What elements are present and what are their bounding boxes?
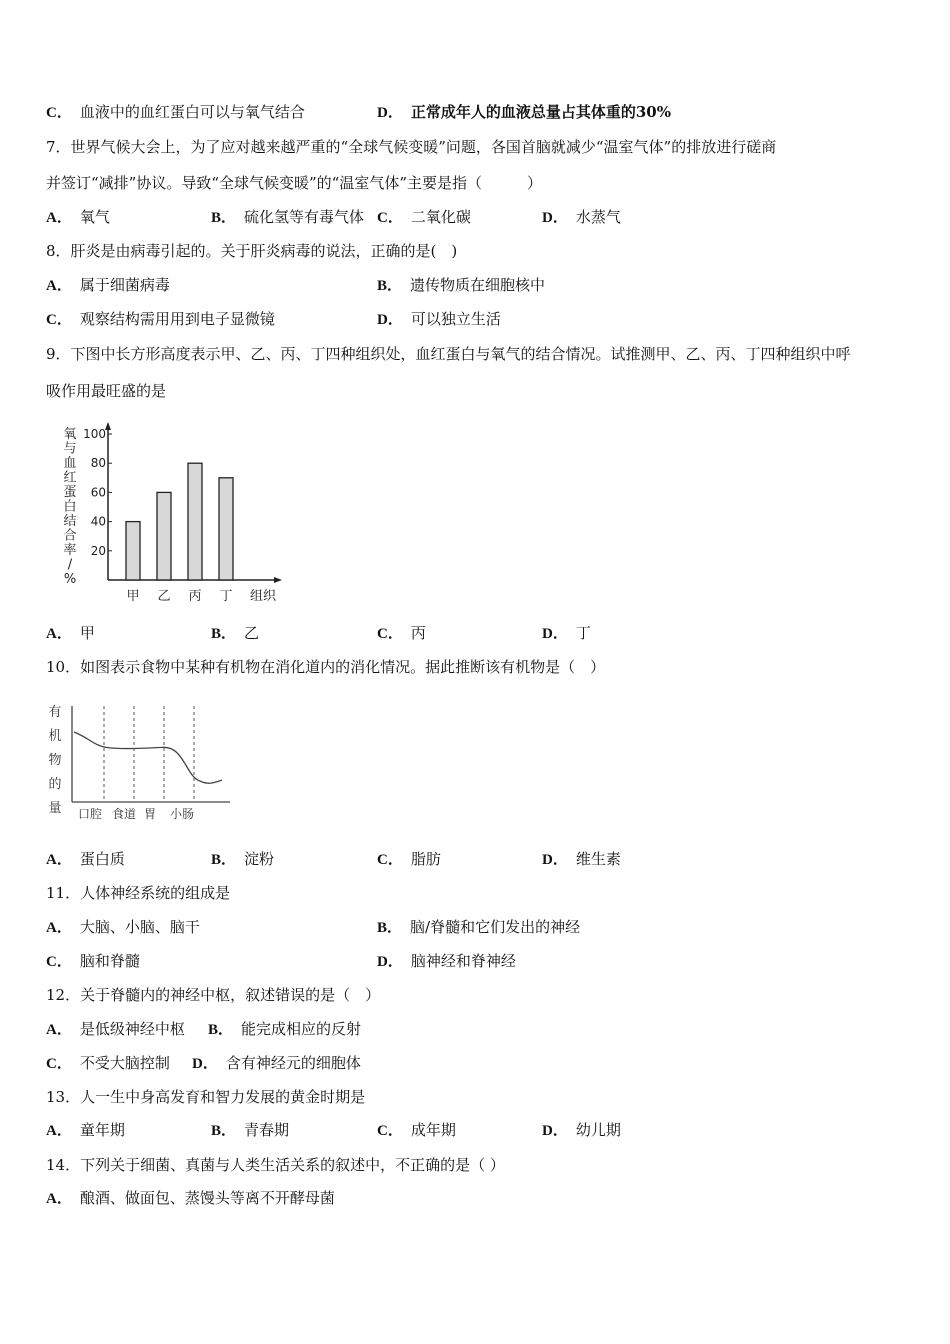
q9-option-b <box>211 623 259 644</box>
option-label: B． <box>377 920 403 936</box>
option-text: 水蒸气 <box>575 208 621 226</box>
y-label-char: 的 <box>48 777 62 792</box>
option-label: D． <box>377 312 403 328</box>
bar <box>188 463 202 580</box>
option-label: A． <box>46 626 72 642</box>
y-tick-label: 40 <box>90 514 106 529</box>
option-text: 遗传物质在细胞核中 <box>410 276 546 294</box>
q12-option-b <box>208 1019 361 1040</box>
option-label: B． <box>211 626 237 642</box>
option-label: A． <box>46 1022 72 1038</box>
bar <box>219 478 233 580</box>
option-label: B． <box>377 278 403 294</box>
x-axis-label: 组织 <box>250 589 277 604</box>
y-label-char: 率 <box>63 543 77 558</box>
option-text: 丙 <box>410 624 426 642</box>
option-text: 青春期 <box>244 1121 290 1139</box>
q12-option-a <box>46 1019 185 1040</box>
option-label: D． <box>192 1056 218 1072</box>
q11-option-a <box>46 917 200 938</box>
y-label-char: 氧 <box>63 427 77 442</box>
option-text: 脑神经和脊神经 <box>410 952 516 970</box>
y-label-char: 白 <box>63 499 77 515</box>
option-label: D． <box>542 626 568 642</box>
q7-option-b <box>211 207 364 228</box>
option-label: B． <box>211 852 237 868</box>
y-label-char: 量 <box>48 801 62 816</box>
option-text: 酿酒、做面包、蒸馒头等离不开酵母菌 <box>79 1189 335 1207</box>
option-text: 脂肪 <box>410 850 441 868</box>
option-text: 大脑、小脑、脑干 <box>79 918 200 936</box>
option-text: 血液中的血红蛋白可以与氧气结合 <box>79 103 305 121</box>
q9-option-c <box>377 623 426 644</box>
organic-matter-curve <box>74 732 222 783</box>
q7-stem-line1: 7．世界气候大会上，为了应对越来越严重的“全球气候变暖”问题，各国首脑就减少“温室气体”的排放进行磋商 <box>46 138 777 156</box>
q14-option-a <box>46 1188 335 1209</box>
q7-option-a <box>46 207 110 228</box>
q11-option-c <box>46 951 140 972</box>
q13-option-b <box>211 1120 289 1141</box>
q10-option-d <box>542 849 621 870</box>
y-label-char: 有 <box>48 705 62 720</box>
region-label: 小肠 <box>169 807 195 821</box>
y-tick-label: 80 <box>90 456 106 471</box>
digestion-line-chart <box>44 698 244 830</box>
option-label: C． <box>377 852 403 868</box>
x-tick-label: 丁 <box>219 589 233 604</box>
y-tick-label: 100 <box>83 427 106 441</box>
option-label: D． <box>377 954 403 970</box>
q12-stem: 12．关于脊髓内的神经中枢，叙述错误的是（ ） <box>46 986 381 1004</box>
q14-stem: 14．下列关于细菌、真菌与人类生活关系的叙述中，不正确的是（ ） <box>46 1156 505 1174</box>
option-label: D． <box>377 105 403 121</box>
bar <box>157 492 171 580</box>
y-label-char: 红 <box>63 470 77 486</box>
option-text: 脑/脊髓和它们发出的神经 <box>410 918 581 936</box>
option-text: 丁 <box>575 624 591 642</box>
x-tick-label: 甲 <box>126 589 140 604</box>
q13-option-d <box>542 1120 621 1141</box>
q9-stem-line1: 9．下图中长方形高度表示甲、乙、丙、丁四种组织处，血红蛋白与氧气的结合情况。试推测甲、乙、丙、丁四种组织中呼 <box>46 345 851 363</box>
y-label-char: 与 <box>63 441 77 457</box>
option-label: C． <box>46 954 72 970</box>
option-text: 二氧化碳 <box>410 208 471 226</box>
option-label: C． <box>46 1056 72 1072</box>
q8-stem: 8．肝炎是由病毒引起的。关于肝炎病毒的说法，正确的是( ) <box>46 242 458 260</box>
q6-option-d <box>377 102 671 123</box>
q11-option-d <box>377 951 516 972</box>
q13-option-c <box>377 1120 456 1141</box>
option-label: C． <box>377 1123 403 1139</box>
q12-option-c <box>46 1053 170 1074</box>
region-label: 食道 <box>111 807 137 821</box>
option-text: 童年期 <box>79 1121 125 1139</box>
x-tick-label: 乙 <box>157 589 171 604</box>
q11-stem: 11．人体神经系统的组成是 <box>46 884 231 902</box>
option-label: D． <box>542 852 568 868</box>
y-tick-label: 60 <box>90 485 106 500</box>
option-label: A． <box>46 852 72 868</box>
option-text: 维生素 <box>575 850 621 868</box>
option-label: C． <box>377 210 403 226</box>
option-label: B． <box>211 210 237 226</box>
option-label: A． <box>46 210 72 226</box>
y-tick-label: 20 <box>90 543 106 558</box>
q8-option-a <box>46 275 170 296</box>
option-text: 能完成相应的反射 <box>241 1020 362 1038</box>
y-label-char: 合 <box>63 528 77 544</box>
option-label: C． <box>377 626 403 642</box>
region-label: 胃 <box>143 807 157 821</box>
option-text: 观察结构需用用到电子显微镜 <box>79 310 275 328</box>
option-label: A． <box>46 1123 72 1139</box>
region-label: 口腔 <box>77 807 103 821</box>
y-label-char: 血 <box>63 456 77 471</box>
option-text: 含有神经元的细胞体 <box>225 1054 361 1072</box>
option-text: 蛋白质 <box>79 850 125 868</box>
q13-option-a <box>46 1120 125 1141</box>
option-text: 可以独立生活 <box>410 310 501 328</box>
q7-option-c <box>377 207 471 228</box>
q10-stem: 10．如图表示食物中某种有机物在消化道内的消化情况。据此推断该有机物是（ ） <box>46 658 606 676</box>
y-label-char: 结 <box>63 514 77 529</box>
q8-option-d <box>377 309 501 330</box>
option-label: A． <box>46 920 72 936</box>
option-label: A． <box>46 278 72 294</box>
q8-option-b <box>377 275 545 296</box>
option-text: 硫化氢等有毒气体 <box>244 208 365 226</box>
y-label-char: 物 <box>48 753 62 768</box>
q12-option-d <box>192 1053 361 1074</box>
option-text: 幼儿期 <box>575 1121 621 1139</box>
q11-option-b <box>377 917 580 938</box>
option-label: C． <box>46 312 72 328</box>
option-text: 淀粉 <box>244 850 275 868</box>
option-label: C． <box>46 105 72 121</box>
option-text: 正常成年人的血液总量占其体重的30% <box>410 103 671 121</box>
q13-stem: 13．人一生中身高发育和智力发展的黄金时期是 <box>46 1088 366 1106</box>
x-axis-arrow <box>274 577 282 583</box>
y-label-char: 蛋 <box>63 485 77 500</box>
option-text: 氧气 <box>79 208 110 226</box>
option-text: 脑和脊髓 <box>79 952 140 970</box>
y-label-char: / <box>67 557 73 573</box>
y-axis-label <box>48 705 61 816</box>
q10-option-a <box>46 849 125 870</box>
option-text: 是低级神经中枢 <box>79 1020 185 1038</box>
option-label: A． <box>46 1191 72 1207</box>
option-text: 乙 <box>244 624 260 642</box>
y-axis-label <box>63 427 76 587</box>
option-text: 不受大脑控制 <box>79 1054 170 1072</box>
q8-option-c <box>46 309 275 330</box>
q9-option-a <box>46 623 95 644</box>
q9-option-d <box>542 623 591 644</box>
q7-stem-line2: 并签订“减排”协议。导致“全球气候变暖”的“温室气体”主要是指（ ） <box>46 174 543 192</box>
option-text: 属于细菌病毒 <box>79 276 170 294</box>
q10-option-b <box>211 849 274 870</box>
y-label-char: % <box>63 572 77 587</box>
bar <box>126 522 140 580</box>
bar-chart <box>60 420 290 610</box>
option-text: 成年期 <box>410 1121 456 1139</box>
q6-option-c <box>46 102 305 123</box>
option-label: D． <box>542 210 568 226</box>
x-tick-label: 丙 <box>188 589 202 604</box>
q7-option-d <box>542 207 621 228</box>
option-label: D． <box>542 1123 568 1139</box>
option-label: B． <box>208 1022 234 1038</box>
y-label-char: 机 <box>48 729 62 744</box>
option-label: B． <box>211 1123 237 1139</box>
q9-stem-line2: 吸作用最旺盛的是 <box>46 382 167 400</box>
q10-option-c <box>377 849 441 870</box>
option-text: 甲 <box>79 624 95 642</box>
